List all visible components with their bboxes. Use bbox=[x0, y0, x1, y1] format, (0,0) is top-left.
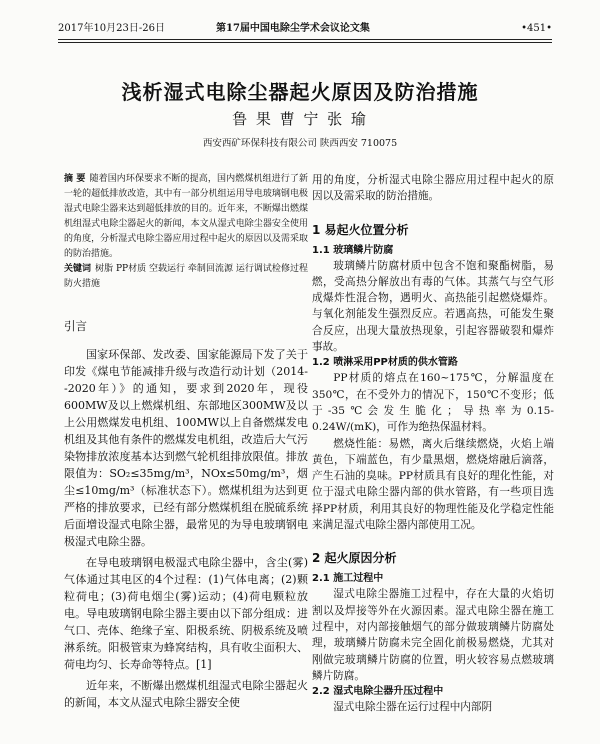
section-1-2-paragraph-1: PP材质的熔点在160~175℃，分解温度在350℃，在不受外力的情况下，150℃不变形；低于-35℃会发生脆化；导热率为0.15-0.24W/(mK)，可作为绝热保温材料。 bbox=[312, 372, 554, 434]
intro-paragraph-1: 国家环保部、发改委、国家能源局下发了关于印发《煤电节能减排升级与改造行动计划（2014--2020年）》的通知，要求到2020年，现役600MW及以上燃煤机组、东部地区300MW及以上公用燃煤发电机组、100MW以上自备燃煤发电机组及其他有条件的燃煤发电机组，改造后大气污染物排放浓度基本达到燃气轮机组排放限值。排放限值为：SO₂≤35mg/m³，NOx≤50mg/m³，烟尘≤10mg/m³（标准状态下）。燃煤机组为达到更严格的排放要求，已经有部分燃煤机组在脱硫系统后面增设湿式电除尘器，最常见的为导电玻璃钢电极湿式电除尘器。 bbox=[64, 348, 308, 548]
keywords-text: 树脂 PP材质 空载运行 牵制回流源 运行调试检修过程防火措施 bbox=[64, 264, 308, 289]
section-1-heading: 1 易起火位置分析 bbox=[312, 222, 409, 237]
keywords bbox=[64, 262, 308, 292]
section-1-1-paragraph: 玻璃鳞片防腐材质中包含不饱和聚酯树脂，易燃，受高热分解放出有毒的气体。其蒸气与空气形成爆炸性混合物，遇明火、高热能引起燃烧爆炸。与氧化剂能发生强烈反应。若遇高热，可能发生聚合反应，出现大量放热现象，引起容器破裂和爆炸事故。 bbox=[312, 259, 554, 354]
abstract-text: 随着国内环保要求不断的提高，国内燃煤机组进行了新一轮的超低排放改造，其中有一部分机组运用导电玻璃钢电极湿式电除尘器来达到超低排放的目的。近年来，不断爆出燃煤机组湿式电除尘器起火的新闻，本文从湿式电除尘器安全使用的角度，分析湿式电除尘器应用过程中起火的原因以及需采取的防治措施。 bbox=[64, 174, 308, 259]
intro-paragraph-2: 在导电玻璃钢电极湿式电除尘器中，含尘(雾)气体通过其电区的4个过程：(1)气体电离；(2)颗粒荷电；(3)荷电烟尘(雾)运动；(4)荷电颗粒放电。导电玻璃钢电除尘器主要由以下部分组成：进气口、壳体、绝缘子室、阳极系统、阴极系统及喷淋系统。阳极管束为蜂窝结构，具有收尘面积大、荷电均匀、长寿命等特点。[1] bbox=[64, 556, 308, 671]
section-1-2-heading: 1.2 喷淋采用PP材质的供水管路 bbox=[312, 357, 458, 369]
section-2-1-paragraph: 湿式电除尘器施工过程中，存在大量的火焰切割以及焊接等外在火源因素。湿式电除尘器在施工过程中，对内部接触烟气的部分做玻璃鳞片防腐处理，玻璃鳞片防腐未完全固化前极易燃烧，尤其对刚做完玻璃鳞片防腐的位置，明火较容易点燃玻璃鳞片防腐。 bbox=[312, 588, 554, 682]
left-column bbox=[64, 172, 308, 711]
running-head-page-number: •451• bbox=[521, 23, 552, 34]
right-column bbox=[312, 172, 554, 715]
intro-paragraph-3: 近年来，不断爆出燃煤机组湿式电除尘器起火的新闻，本文从湿式电除尘器安全使 bbox=[64, 679, 308, 709]
section-1-1-heading: 1.1 玻璃鳞片防腐 bbox=[312, 244, 394, 256]
section-1-2-paragraph-2: 燃烧性能：易燃，离火后继续燃烧，火焰上端黄色，下端蓝色，有少量黑烟，燃烧熔融后滴落，产生石油的臭味。PP材质具有良好的理化性能，对位于湿式电除尘器内部的供水管路，有一些项目选择PP材质，利用其良好的物理性能及化学稳定性能来满足湿式电除尘器内部使用工况。 bbox=[312, 437, 554, 532]
keywords-label: 关键词 bbox=[64, 264, 92, 274]
section-2-2-paragraph: 湿式电除尘器在运行过程中内部阴 bbox=[333, 701, 493, 714]
paper-title: 浅析湿式电除尘器起火原因及防治措施 bbox=[121, 80, 479, 104]
paper-affiliation: 西安西矿环保科技有限公司 陕西西安 710075 bbox=[202, 138, 398, 149]
abstract-label: 摘 要 bbox=[64, 174, 86, 184]
running-head bbox=[58, 22, 552, 36]
section-2-1-heading: 2.1 施工过程中 bbox=[312, 573, 384, 585]
section-2-2-heading: 2.2 湿式电除尘器升压过程中 bbox=[312, 686, 444, 698]
header-rule-top bbox=[58, 39, 552, 40]
header-rule-bottom bbox=[58, 42, 552, 43]
running-head-date: 2017年10月23日-26日 bbox=[58, 23, 166, 34]
intro-heading: 引言 bbox=[64, 319, 87, 333]
intro-continuation: 用的角度，分析湿式电除尘器应用过程中起火的原因以及需采取的防治措施。 bbox=[312, 174, 554, 203]
section-2-heading: 2 起火原因分析 bbox=[312, 551, 397, 566]
running-head-journal: 第17届中国电除尘学术会议论文集 bbox=[216, 23, 370, 34]
paper-authors: 鲁 果 曹 宁 张 瑜 bbox=[232, 110, 368, 128]
abstract bbox=[64, 172, 308, 262]
